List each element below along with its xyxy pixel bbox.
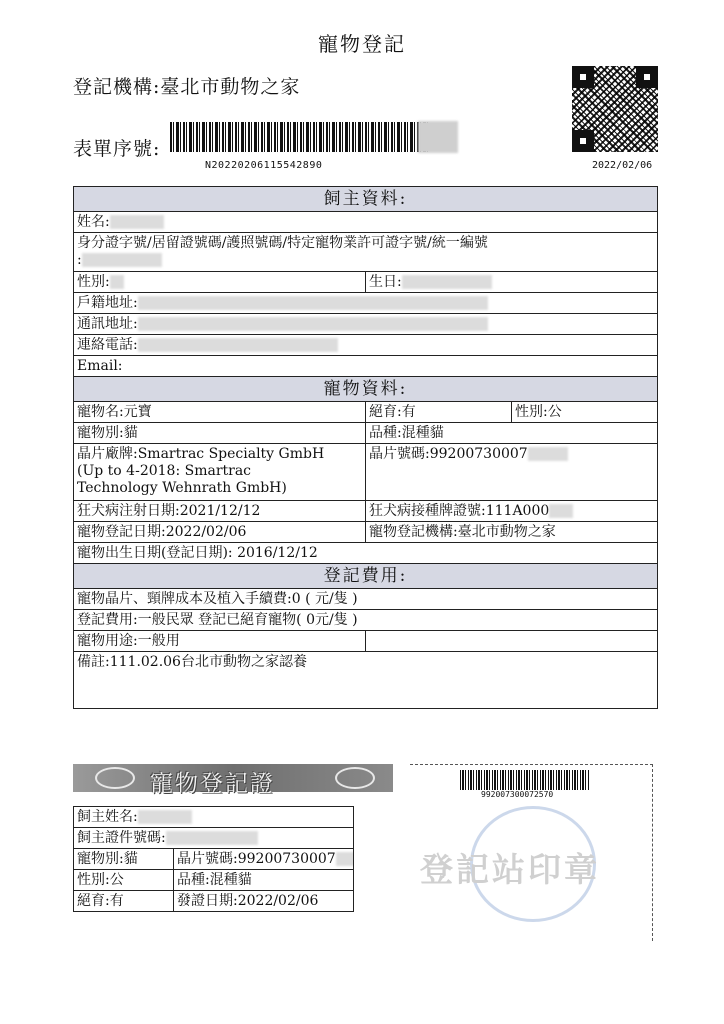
owner-id-label: 身分證字號/居留證號碼/護照號碼/特定寵物業許可證字號/統一編號 xyxy=(77,235,488,251)
owner-name-label: 姓名: xyxy=(77,213,110,230)
redacted-mailing xyxy=(138,317,488,331)
card-barcode-number: 992007300072570 xyxy=(481,790,554,799)
empty-cell xyxy=(366,631,658,652)
form-date: 2022/02/06 xyxy=(592,160,653,171)
card-breed: 品種:混種貓 xyxy=(174,870,354,891)
owner-id-colon: : xyxy=(77,252,82,268)
fee-section-header: 登記費用: xyxy=(74,564,658,589)
owner-mailing-label: 通訊地址: xyxy=(77,315,138,332)
rabies-date: 狂犬病注射日期:2021/12/12 xyxy=(74,501,366,522)
card-title: 寵物登記證 xyxy=(150,771,275,797)
redacted-card-id xyxy=(166,831,258,845)
redacted-gender xyxy=(110,275,124,289)
rabies-tag-cell xyxy=(366,501,658,522)
chip-maker-line-1: 晶片廠牌:Smartrac Specialty GmbH xyxy=(77,446,325,462)
chip-number: 晶片號碼:99200730007 xyxy=(369,446,528,462)
redacted-card-name xyxy=(138,810,192,824)
org-label: 登記機構: xyxy=(73,76,161,98)
registration-fee: 登記費用:一般民眾 登記已絕育寵物( 0元/隻 ) xyxy=(74,610,658,631)
registration-org: 寵物登記機構:臺北市動物之家 xyxy=(366,522,658,543)
owner-birthday-row xyxy=(366,272,658,293)
serial-label: 表單序號: xyxy=(73,138,161,160)
owner-email-row: Email: xyxy=(74,356,658,377)
pet-name: 寵物名:元寶 xyxy=(74,402,366,423)
card-gender: 性別:公 xyxy=(74,870,174,891)
rabies-tag: 狂犬病接種牌證號:111A000 xyxy=(369,502,550,519)
redacted-birthday xyxy=(402,275,492,289)
pet-purpose: 寵物用途:一般用 xyxy=(74,631,366,652)
owner-gender-row xyxy=(74,272,366,293)
pet-species: 寵物別:貓 xyxy=(74,423,366,444)
owner-residence-label: 戶籍地址: xyxy=(77,294,138,311)
redacted-tag xyxy=(549,504,573,518)
qr-code xyxy=(572,66,658,152)
pet-breed: 品種:混種貓 xyxy=(366,423,658,444)
chip-number-cell xyxy=(366,444,658,501)
owner-gender-label: 性別: xyxy=(77,273,110,290)
redacted-id xyxy=(82,253,162,267)
org-value: 臺北市動物之家 xyxy=(160,76,301,98)
chip-maker xyxy=(74,444,366,501)
registration-card xyxy=(73,806,354,912)
serial-number: N20220206115542890 xyxy=(205,160,323,171)
owner-residence-row xyxy=(74,293,658,314)
pet-section-header: 寵物資料: xyxy=(74,377,658,402)
registration-form xyxy=(73,186,658,709)
card-issue-date: 發證日期:2022/02/06 xyxy=(174,891,354,912)
redacted-residence xyxy=(138,296,488,310)
owner-id-row xyxy=(74,233,658,272)
pet-birth-date: 寵物出生日期(登記日期): 2016/12/12 xyxy=(74,543,658,564)
card-chip-number: 晶片號碼:99200730007 xyxy=(177,850,336,867)
remark: 備註:111.02.06台北市動物之家認養 xyxy=(74,652,658,709)
owner-section-header: 飼主資料: xyxy=(74,187,658,212)
stamp-label: 登記站印章 xyxy=(420,850,600,889)
redacted-chip xyxy=(528,447,568,461)
paw-icon-left xyxy=(95,767,135,789)
owner-phone-label: 連絡電話: xyxy=(77,336,138,353)
pet-neutered: 絕育:有 xyxy=(366,402,512,423)
card-owner-name-label: 飼主姓名: xyxy=(77,808,138,825)
pet-gender: 性別:公 xyxy=(512,402,658,423)
owner-birthday-label: 生日: xyxy=(369,273,402,290)
chip-fee: 寵物晶片、頸牌成本及植入手續費:0 ( 元/隻 ) xyxy=(74,589,658,610)
card-owner-id-label: 飼主證件號碼: xyxy=(77,829,166,846)
redacted-name xyxy=(110,215,164,229)
card-owner-name xyxy=(74,807,354,828)
card-chip-cell xyxy=(174,849,354,870)
owner-name-row xyxy=(74,212,658,233)
redacted-block xyxy=(418,121,458,153)
registration-organization xyxy=(73,72,300,99)
paw-icon-right xyxy=(335,767,375,789)
card-barcode xyxy=(460,770,590,790)
card-neutered: 絕育:有 xyxy=(74,891,174,912)
owner-phone-row xyxy=(74,335,658,356)
redacted-phone xyxy=(138,338,338,352)
serial-barcode xyxy=(170,122,428,152)
registration-date: 寵物登記日期:2022/02/06 xyxy=(74,522,366,543)
owner-mailing-row xyxy=(74,314,658,335)
redacted-card-chip xyxy=(336,852,354,866)
page-title: 寵物登記 xyxy=(318,32,406,56)
card-owner-id xyxy=(74,828,354,849)
card-species: 寵物別:貓 xyxy=(74,849,174,870)
chip-maker-line-2: (Up to 4-2018: Smartrac xyxy=(77,463,252,479)
chip-maker-line-3: Technology Wehnrath GmbH) xyxy=(77,480,287,496)
